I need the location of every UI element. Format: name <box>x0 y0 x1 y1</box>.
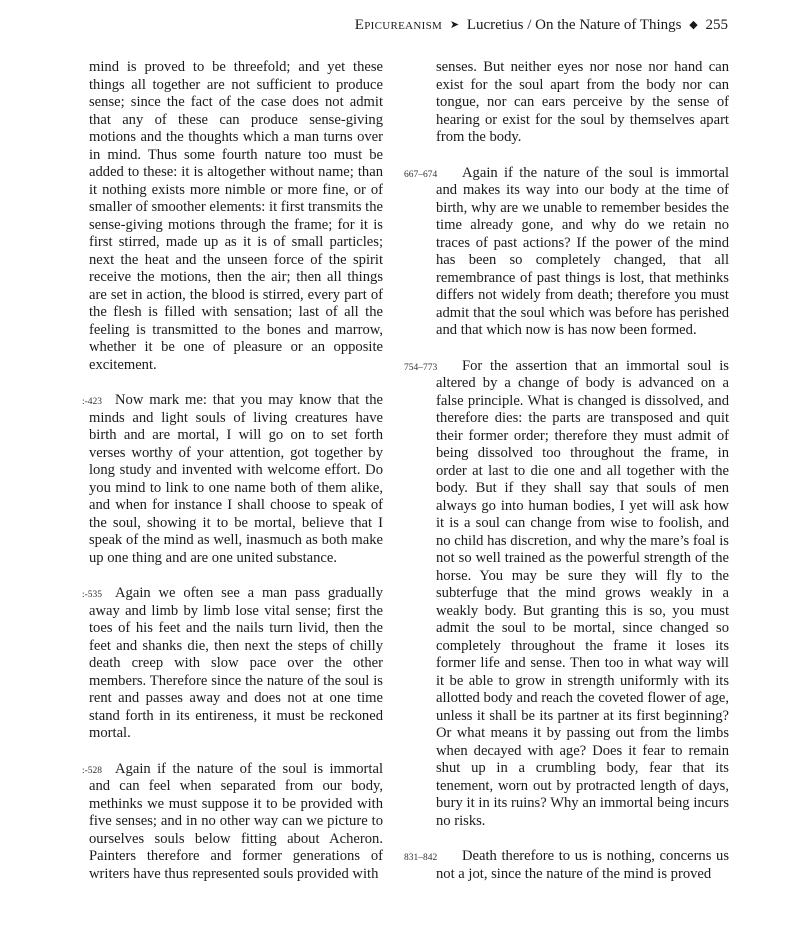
diamond-icon: ➤ <box>449 19 460 31</box>
running-header <box>355 17 728 34</box>
margin-note: :-535 <box>82 590 103 600</box>
paragraph-text: mind is proved to be threefold; and yet these things all together are not sufficient to produce sense; since the fact of the case does not admit that any of these can produce sense-giving motions and the thoughts which a man turns over in mind. Thus some fourth nature too must be added to these: it is altogether without name; than it nothing exists more nimble or more fine, or of smaller of smoother elements: it first transmits the sense-giving motions through the frame; for it is first stirred, made up as it is of small particles; next the heat and the unseen force of the spirit receive the motions, then the air; then all things are set in action, the blood is stirred, every part of the flesh is filled with sensation; last of all the feeling is transmitted to the bones and marrow, whether it be one of pleasure or an opposite excitement. <box>89 59 383 373</box>
paragraph <box>82 392 383 567</box>
paragraph-text: senses. But neither eyes nor nose nor hand can exist for the soul apart from the body nor can tongue, nor can ears perceive by the sense of hearing or exist for the soul by themselves apart from the body. <box>436 59 729 145</box>
page-number: 255 <box>705 17 728 33</box>
right-column <box>404 59 729 883</box>
margin-note: :-423 <box>82 397 103 407</box>
paragraph <box>404 357 729 831</box>
paragraph <box>404 848 729 883</box>
paragraph-text: Again if the nature of the soul is immortal and can feel when separated from our body, methinks we must suppose it to be provided with five senses; and in no other way can we picture to ourselves souls below fitting about Acheron. Painters therefore and former generations of writers have thus represented souls provided with <box>89 760 383 882</box>
left-column <box>82 59 383 883</box>
paragraph <box>436 59 729 147</box>
paragraph-text: Again if the nature of the soul is immortal and makes its way into our body at the time of birth, why are we unable to remember besides the time already gone, and why do we retain no traces of past actions? If the power of the mind has been so completely changed, that all remembrance of past things is lost, that methinks differs not widely from death; therefore you must admit that the soul which was before has perished and that which now is has now been formed. <box>436 164 729 338</box>
paragraph-text: Now mark me: that you may know that the minds and light souls of living creatures have birth and are mortal, I will go on to set forth verses worthy of your attention, got together by long study and invented with welcome effort. Do you mind to link to one name both of them alike, and when for instance I shall choose to speak of the soul, showing it to be mortal, believe that I speak of the mind as well, inasmuch as both make up one thing and are one united substance. <box>89 392 383 566</box>
paragraph <box>404 164 729 340</box>
header-slash: / <box>527 17 532 33</box>
diamond-icon: ◆ <box>689 19 698 31</box>
paragraph-text: Again we often see a man pass gradually away and limb by limb lose vital sense; first the toes of his feet and the nails turn livid, then the feet and shanks die, then next the steps of chilly death creep with slow pace over the other members. Therefore since the nature of the soul is rent and passes away and does not at one time stand forth in its entireness, it must be reckoned mortal. <box>89 585 383 741</box>
header-title: On the Nature of Things <box>535 17 682 33</box>
paragraph <box>89 59 383 374</box>
margin-note: :-528 <box>82 765 103 776</box>
paragraph-text: For the assertion that an immortal soul is altered by a change of body is advanced on a false principle. What is changed is dissolved, and therefore dies: the parts are transposed and quit their former order; therefore they must admit of being dissolved too throughout the frame, in order at last to die one and all together with the body. But if they shall say that souls of men always go into human bodies, I yet will ask how it is a soul can change from wise to foolish, and no child has discretion, and why the mare’s foal is not so well trained as the powerful strength of the horse. You may be sure they will fly to the subterfuge that the mind grows weakly in a weakly body. But granting this is so, you must admit the soul to be mortal, since changed so completely throughout the frame it loses its former life and sense. Then too in what way will it be able to grow in strength uniformly with its allotted body and reach the coveted flower of age, unless it shall be its partner at its first beginning? Or what means it by passing out from the limbs when decayed with age? Does it fear to remain shut up in a crumbling body, fear that its tenement, worn out by protracted length of days, bury it in its ruins? Why an immortal being incurs no risks. <box>436 357 729 829</box>
paragraph <box>82 760 383 884</box>
header-author: Epicureanism <box>354 17 443 33</box>
paragraph-text: Death therefore to us is nothing, concerns us not a jot, since the nature of the mind is proved <box>436 848 729 882</box>
margin-note: 831–842 <box>404 853 438 863</box>
margin-note: 667–674 <box>404 169 438 180</box>
paragraph <box>82 585 383 743</box>
header-work: Lucretius <box>466 17 524 33</box>
margin-note: 754–773 <box>404 362 438 373</box>
